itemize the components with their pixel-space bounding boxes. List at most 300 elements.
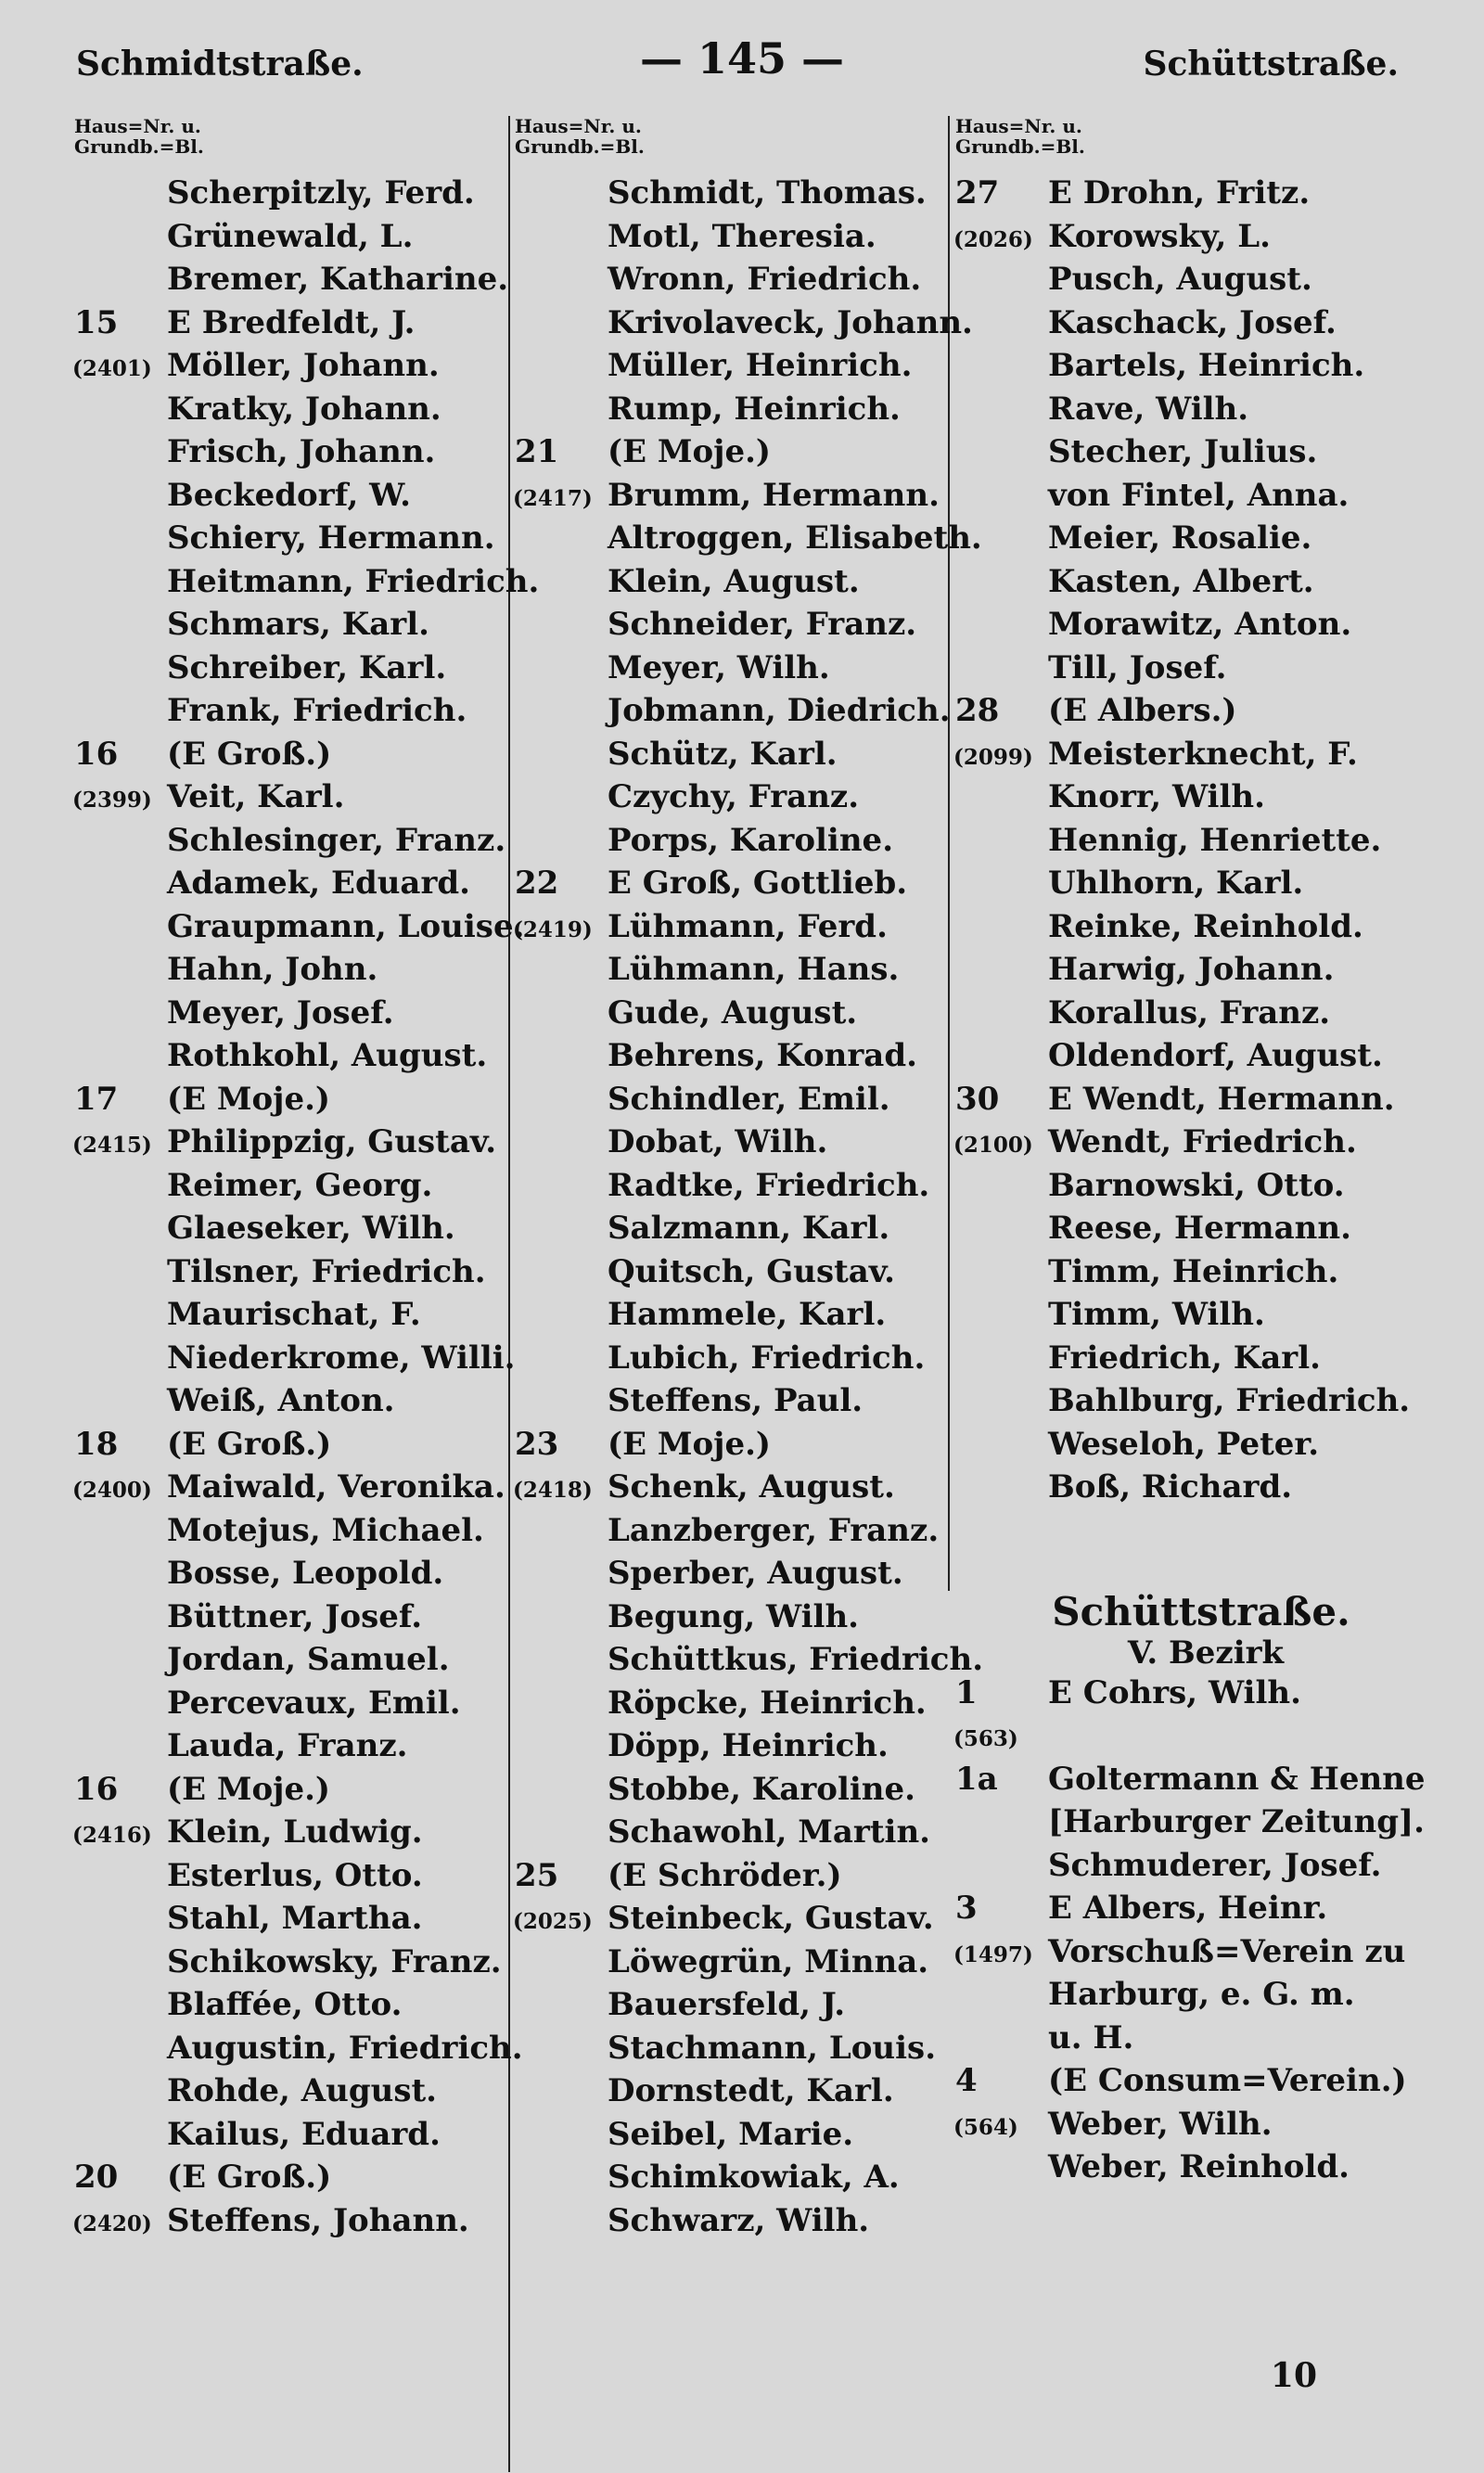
house-number: 15: [74, 303, 119, 341]
resident-name: Steffens, Johann.: [167, 2201, 469, 2239]
list-item: [515, 905, 951, 949]
list-item: [515, 733, 951, 776]
resident-name: Stachmann, Louis.: [608, 2029, 937, 2067]
signature-number: 10: [1270, 2356, 1317, 2395]
resident-name: Porps, Karoline.: [608, 821, 894, 859]
resident-name: Schüttkus, Friedrich.: [608, 1641, 984, 1678]
list-item: [955, 1078, 1419, 1121]
list-item: [74, 1854, 510, 1898]
list-item: [74, 1983, 510, 2027]
list-item: [74, 862, 510, 905]
land-register-number: (2417): [513, 485, 593, 511]
resident-name: Meyer, Josef.: [167, 993, 394, 1031]
resident-name: Kailus, Eduard.: [167, 2115, 441, 2153]
list-item: [74, 1509, 510, 1553]
resident-name: Jobmann, Diedrich.: [608, 692, 951, 729]
list-item: [74, 517, 510, 560]
list-item: [74, 1724, 510, 1768]
resident-name: Meisterknecht, F.: [1048, 735, 1358, 773]
list-item: [74, 2113, 510, 2157]
list-item: [955, 1121, 1419, 1164]
list-item: [955, 258, 1419, 301]
resident-name: (E Schröder.): [608, 1856, 842, 1894]
list-item: [515, 430, 951, 474]
list-item: [515, 1207, 951, 1250]
resident-name: Bauersfeld, J.: [608, 1986, 846, 2023]
land-register-number: (2416): [72, 1823, 152, 1848]
list-item: [955, 862, 1419, 905]
list-item: [515, 689, 951, 733]
resident-name: Reinke, Reinhold.: [1048, 907, 1363, 945]
resident-name: u. H.: [1048, 2018, 1134, 2057]
resident-name: E Cohrs, Wilh.: [1048, 1673, 1301, 1711]
list-item: [515, 1897, 951, 1941]
resident-name: Brumm, Hermann.: [608, 476, 940, 514]
running-head-right: Schüttstraße.: [1143, 45, 1399, 83]
resident-name: Weber, Wilh.: [1048, 2105, 1273, 2143]
list-item: [955, 775, 1419, 819]
list-item: [515, 1552, 951, 1595]
list-item: [955, 430, 1419, 474]
list-item: [955, 1930, 1419, 1974]
resident-name: Czychy, Franz.: [608, 778, 860, 815]
resident-name: Scherpitzly, Ferd.: [167, 174, 475, 211]
house-number: 3: [955, 1890, 978, 1927]
resident-name: Harwig, Johann.: [1048, 951, 1335, 988]
resident-name: Niederkrome, Willi.: [167, 1339, 516, 1377]
list-item: [515, 2113, 951, 2157]
house-number: 21: [515, 433, 559, 470]
list-item: [515, 1250, 951, 1294]
list-item: [74, 2069, 510, 2113]
list-item: [515, 517, 982, 560]
resident-name: Stobbe, Karoline.: [608, 1770, 915, 1808]
house-number: 16: [74, 735, 119, 773]
resident-name: Knorr, Wilh.: [1048, 778, 1265, 815]
resident-name: Pusch, August.: [1048, 261, 1312, 298]
list-item: [955, 1887, 1419, 1930]
resident-name: Sperber, August.: [608, 1555, 903, 1592]
resident-name: Lauda, Franz.: [167, 1727, 408, 1764]
list-item: [74, 1293, 510, 1337]
list-item: [955, 1337, 1419, 1380]
list-item: [74, 1121, 510, 1164]
house-number: 1a: [955, 1760, 998, 1798]
land-register-number: (2400): [72, 1478, 152, 1503]
list-item: [74, 1337, 516, 1380]
list-item: [74, 1078, 510, 1121]
resident-name: Reese, Hermann.: [1048, 1210, 1351, 1247]
resident-name: Schmuderer, Josef.: [1048, 1846, 1382, 1884]
resident-name: (E Moje.): [608, 1425, 772, 1463]
section-title: Schüttstraße.: [1052, 1588, 1350, 1634]
house-number: 17: [74, 1080, 119, 1118]
list-item: [74, 474, 510, 518]
list-item: [74, 647, 510, 690]
list-item: [955, 560, 1419, 604]
resident-name: E Drohn, Fritz.: [1048, 174, 1311, 211]
list-item: [515, 1466, 951, 1509]
list-item: [515, 1337, 951, 1380]
list-item: [955, 517, 1419, 560]
resident-name: Morawitz, Anton.: [1048, 606, 1352, 643]
list-item: [955, 172, 1419, 215]
list-item: [74, 948, 510, 992]
list-item: [515, 1854, 951, 1898]
resident-name: (E Groß.): [167, 735, 332, 773]
list-item: [74, 1466, 510, 1509]
resident-name: E Bredfeldt, J.: [167, 303, 416, 341]
list-item: [955, 474, 1419, 518]
resident-name: Barnowski, Otto.: [1048, 1166, 1345, 1204]
list-item: [955, 689, 1419, 733]
resident-name: Stecher, Julius.: [1048, 433, 1318, 470]
list-item: [515, 1941, 951, 1984]
resident-name: Hahn, John.: [167, 951, 378, 988]
resident-name: Philippzig, Gustav.: [167, 1123, 497, 1160]
resident-name: Frisch, Johann.: [167, 433, 436, 470]
resident-name: Weiß, Anton.: [167, 1382, 395, 1419]
list-item: [74, 1423, 510, 1467]
list-item: [74, 733, 510, 776]
resident-name: Jordan, Samuel.: [167, 1641, 450, 1678]
list-item: [955, 1844, 1419, 1888]
list-item: [74, 2027, 523, 2070]
resident-name: [Harburger Zeitung].: [1048, 1803, 1425, 1840]
list-item: [515, 1724, 951, 1768]
resident-name: Löwegrün, Minna.: [608, 1942, 929, 1980]
house-number: 20: [74, 2159, 119, 2196]
resident-name: (E Moje.): [608, 433, 772, 470]
list-item: [74, 430, 510, 474]
resident-name: Wronn, Friedrich.: [608, 261, 922, 298]
list-item: [955, 1164, 1419, 1208]
list-item: [515, 1379, 951, 1423]
list-item: [955, 1379, 1419, 1423]
list-item: [955, 1293, 1419, 1337]
resident-name: Lubich, Friedrich.: [608, 1339, 926, 1377]
list-item: [515, 1811, 951, 1854]
resident-name: Friedrich, Karl.: [1048, 1339, 1321, 1377]
resident-name: Behrens, Konrad.: [608, 1037, 917, 1074]
resident-name: Weseloh, Peter.: [1048, 1425, 1320, 1463]
house-number: 16: [74, 1770, 119, 1808]
resident-name: Quitsch, Gustav.: [608, 1252, 896, 1290]
list-item: [955, 1207, 1419, 1250]
list-item: [74, 1552, 510, 1595]
list-item: [74, 2199, 510, 2243]
list-item: [515, 1164, 951, 1208]
list-item: [515, 215, 951, 259]
resident-name: Gude, August.: [608, 993, 858, 1031]
resident-name: Stahl, Martha.: [167, 1900, 423, 1937]
list-item: [955, 1758, 1426, 1801]
list-item: [515, 2069, 951, 2113]
land-register-number: (2399): [72, 788, 152, 813]
resident-name: Möller, Johann.: [167, 347, 440, 384]
resident-name: E Wendt, Hermann.: [1048, 1080, 1395, 1118]
list-item: [74, 905, 525, 949]
list-item: [955, 1250, 1419, 1294]
resident-name: Steinbeck, Gustav.: [608, 1900, 934, 1937]
resident-name: Müller, Heinrich.: [608, 347, 913, 384]
resident-name: (E Consum=Verein.): [1048, 2062, 1407, 2099]
page-number: — 145 —: [639, 33, 845, 83]
list-item: [515, 560, 951, 604]
resident-name: (E Albers.): [1048, 692, 1237, 729]
list-item: [955, 301, 1419, 345]
list-item: [515, 2199, 951, 2243]
resident-name: Lühmann, Ferd.: [608, 907, 888, 945]
list-item: [955, 2017, 1419, 2060]
list-item: [955, 2059, 1419, 2103]
list-item: [74, 1164, 510, 1208]
resident-name: Adamek, Eduard.: [167, 865, 470, 902]
resident-name: Rump, Heinrich.: [608, 390, 901, 428]
list-item: [515, 992, 951, 1035]
list-item: [515, 1768, 951, 1812]
resident-name: Till, Josef.: [1048, 648, 1227, 686]
resident-name: Rave, Wilh.: [1048, 390, 1249, 428]
resident-name: Heitmann, Friedrich.: [167, 562, 540, 600]
list-item: [74, 1897, 510, 1941]
resident-name: Begung, Wilh.: [608, 1597, 860, 1635]
list-item: [955, 992, 1419, 1035]
list-item: [515, 1078, 951, 1121]
list-item: [74, 819, 510, 863]
column-3: [953, 115, 1426, 2189]
list-item: [515, 948, 951, 992]
list-item: [515, 344, 951, 388]
list-item: [515, 775, 951, 819]
land-register-number: (2419): [513, 916, 593, 942]
house-number: 30: [955, 1080, 1000, 1118]
list-item: [74, 1768, 510, 1812]
list-item: [955, 1672, 1419, 1715]
resident-name: Krivolaveck, Johann.: [608, 303, 973, 341]
resident-name: Schikowsky, Franz.: [167, 1942, 502, 1980]
resident-name: Blaffée, Otto.: [167, 1986, 403, 2023]
list-item: [955, 647, 1419, 690]
list-item: [74, 172, 510, 215]
list-item: [515, 2027, 951, 2070]
resident-name: Schmars, Karl.: [167, 606, 429, 643]
resident-name: Motejus, Michael.: [167, 1511, 484, 1549]
resident-name: Timm, Wilh.: [1048, 1296, 1265, 1333]
resident-name: Kasten, Albert.: [1048, 562, 1314, 600]
resident-name: Kaschack, Josef.: [1048, 303, 1337, 341]
list-item: [955, 388, 1419, 431]
resident-name: Grünewald, L.: [167, 217, 414, 255]
list-item: [515, 1983, 951, 2027]
resident-name: Klein, Ludwig.: [167, 1813, 423, 1851]
resident-name: Korallus, Franz.: [1048, 993, 1331, 1031]
resident-name: Döpp, Heinrich.: [608, 1727, 889, 1764]
land-register-number: (2025): [513, 1909, 593, 1934]
list-item: [74, 1682, 510, 1725]
resident-name: Bahlburg, Friedrich.: [1048, 1382, 1411, 1419]
list-item: [955, 948, 1419, 992]
list-item: [74, 1941, 510, 1984]
list-item: [74, 258, 510, 301]
list-item: [955, 733, 1419, 776]
land-register-number: (563): [953, 1726, 1018, 1751]
resident-name: Korowsky, L.: [1048, 217, 1271, 255]
resident-name: Büttner, Josef.: [167, 1597, 423, 1635]
resident-name: Augustin, Friedrich.: [167, 2029, 523, 2067]
resident-name: E Albers, Heinr.: [1048, 1890, 1328, 1927]
land-register-number: (2026): [953, 226, 1033, 252]
list-item: [74, 560, 540, 604]
resident-name: Seibel, Marie.: [608, 2115, 854, 2153]
house-number: 22: [515, 865, 559, 902]
list-item: [74, 344, 510, 388]
list-item: [955, 1973, 1419, 2017]
resident-name: Klein, August.: [608, 562, 860, 600]
list-item: [74, 1379, 510, 1423]
house-number: 18: [74, 1425, 119, 1463]
list-item: [955, 1466, 1419, 1509]
resident-name: Dornstedt, Karl.: [608, 2072, 894, 2109]
resident-name: Schawohl, Martin.: [608, 1813, 931, 1851]
column-header: Haus=Nr. u. Grundb.=Bl.: [955, 115, 1085, 158]
list-item: [515, 1034, 951, 1078]
list-item: [515, 474, 951, 518]
resident-name: Maiwald, Veronika.: [167, 1468, 505, 1506]
house-number: 28: [955, 692, 1000, 729]
resident-name: Percevaux, Emil.: [167, 1684, 461, 1722]
resident-name: Schütz, Karl.: [608, 735, 838, 773]
list-item: [955, 1800, 1425, 1844]
list-item: [515, 258, 951, 301]
resident-name: Schimkowiak, A.: [608, 2159, 900, 2196]
resident-name: Vorschuß=Verein zu: [1048, 1932, 1406, 1970]
list-item: [515, 1423, 951, 1467]
resident-name: Wendt, Friedrich.: [1048, 1123, 1357, 1160]
list-item: [74, 1595, 510, 1639]
resident-name: Oldendorf, August.: [1048, 1037, 1383, 1074]
list-item: [74, 1250, 510, 1294]
resident-name: Rothkohl, August.: [167, 1037, 488, 1074]
resident-name: Rohde, August.: [167, 2072, 438, 2109]
list-item: [74, 603, 510, 647]
resident-name: (E Moje.): [167, 1770, 331, 1808]
resident-name: Frank, Friedrich.: [167, 692, 467, 729]
resident-name: Uhlhorn, Karl.: [1048, 865, 1304, 902]
resident-name: Röpcke, Heinrich.: [608, 1684, 927, 1722]
land-register-number: (2415): [72, 1133, 152, 1158]
resident-name: Bremer, Katharine.: [167, 261, 509, 298]
house-number: 25: [515, 1856, 559, 1894]
resident-name: E Groß, Gottlieb.: [608, 865, 908, 902]
list-item: [955, 2103, 1419, 2146]
resident-name: Kratky, Johann.: [167, 390, 441, 428]
resident-name: Schwarz, Wilh.: [608, 2201, 870, 2239]
list-item: [955, 905, 1419, 949]
resident-name: Tilsner, Friedrich.: [167, 1252, 486, 1290]
house-number: 27: [955, 174, 1000, 211]
list-item: [955, 1034, 1419, 1078]
list-item: [515, 603, 951, 647]
resident-name: Lanzberger, Franz.: [608, 1511, 940, 1549]
list-item: [74, 1811, 510, 1854]
list-item: [74, 1034, 510, 1078]
resident-name: (E Groß.): [167, 1425, 332, 1463]
resident-name: Reimer, Georg.: [167, 1166, 433, 1204]
list-item: [955, 819, 1419, 863]
list-item: [515, 301, 973, 345]
resident-name: Salzmann, Karl.: [608, 1210, 890, 1247]
list-item: [515, 1595, 951, 1639]
land-register-number: (2100): [953, 1133, 1033, 1158]
house-number: 23: [515, 1425, 559, 1463]
resident-name: Hennig, Henriette.: [1048, 821, 1382, 859]
resident-name: Esterlus, Otto.: [167, 1856, 423, 1894]
resident-name: Dobat, Wilh.: [608, 1123, 828, 1160]
list-item: [515, 647, 951, 690]
resident-name: Graupmann, Louise.: [167, 907, 525, 945]
resident-name: Veit, Karl.: [167, 778, 345, 815]
resident-name: Radtke, Friedrich.: [608, 1166, 930, 1204]
resident-name: Boß, Richard.: [1048, 1468, 1293, 1506]
resident-name: Meyer, Wilh.: [608, 648, 830, 686]
column-header: Haus=Nr. u. Grundb.=Bl.: [515, 115, 645, 158]
list-item: [515, 1682, 951, 1725]
list-item: [74, 1207, 510, 1250]
list-item: [515, 862, 951, 905]
list-item: [74, 992, 510, 1035]
resident-name: Motl, Theresia.: [608, 217, 876, 255]
resident-name: Schindler, Emil.: [608, 1080, 890, 1118]
list-item: [74, 775, 510, 819]
list-item: [515, 819, 951, 863]
resident-name: Altroggen, Elisabeth.: [608, 519, 982, 557]
resident-name: Schmidt, Thomas.: [608, 174, 927, 211]
list-item: [74, 1638, 510, 1682]
land-register-number: (1497): [953, 1941, 1033, 1967]
running-head-left: Schmidtstraße.: [76, 45, 364, 83]
list-item: [74, 301, 510, 345]
resident-name: (E Groß.): [167, 2159, 332, 2196]
list-item: [955, 2146, 1419, 2189]
section-district: V. Bezirk: [1127, 1634, 1285, 1672]
list-item: [74, 388, 510, 431]
list-item: [955, 603, 1419, 647]
list-item: [515, 2156, 951, 2199]
resident-name: Lühmann, Hans.: [608, 951, 900, 988]
resident-name: Schreiber, Karl.: [167, 648, 447, 686]
list-item: [515, 1293, 951, 1337]
list-item: [515, 388, 951, 431]
list-item: [515, 172, 951, 215]
land-register-number: (2418): [513, 1478, 593, 1503]
list-item: [515, 1121, 951, 1164]
land-register-number: (2401): [72, 356, 152, 381]
resident-name: Schenk, August.: [608, 1468, 895, 1506]
resident-name: Glaeseker, Wilh.: [167, 1210, 455, 1247]
resident-name: Beckedorf, W.: [167, 476, 411, 514]
column-header: Haus=Nr. u. Grundb.=Bl.: [74, 115, 204, 158]
resident-name: von Fintel, Anna.: [1048, 476, 1350, 514]
land-register-number: (2099): [953, 744, 1033, 770]
list-item: [515, 1509, 951, 1553]
list-item: [955, 1423, 1419, 1467]
list-item: [955, 215, 1419, 259]
resident-name: Schiery, Hermann.: [167, 519, 495, 557]
resident-name: Bosse, Leopold.: [167, 1555, 444, 1592]
resident-name: Weber, Reinhold.: [1048, 2148, 1350, 2185]
list-item: [955, 344, 1419, 388]
